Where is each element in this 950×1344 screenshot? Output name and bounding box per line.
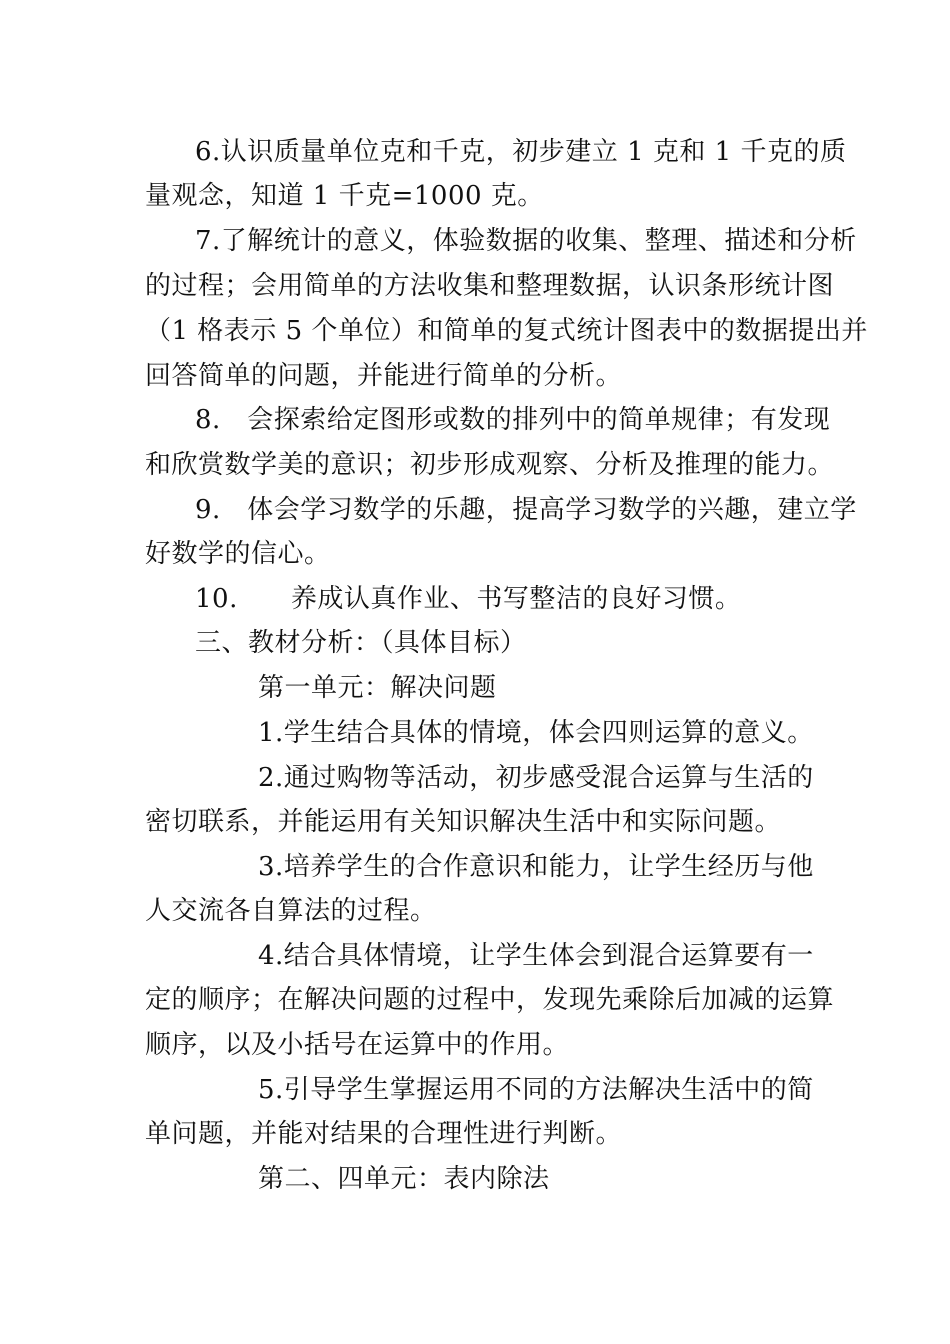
item-7-line-4: 回答简单的问题，并能进行简单的分析。 xyxy=(145,361,623,391)
unit-1-heading: 第一单元：解决问题 xyxy=(258,673,497,703)
item-6-line-1: 6.认识质量单位克和千克，初步建立 1 克和 1 千克的质 xyxy=(195,137,847,167)
unit-2-4-heading: 第二、四单元：表内除法 xyxy=(258,1164,550,1194)
unit-1-goal-2-line-1: 2.通过购物等活动，初步感受混合运算与生活的 xyxy=(258,763,814,793)
unit-1-goal-1-line-1: 1.学生结合具体的情境，体会四则运算的意义。 xyxy=(258,718,814,748)
item-7-line-1: 7.了解统计的意义，体验数据的收集、整理、描述和分析 xyxy=(195,226,857,256)
unit-1-goal-4-line-3: 顺序，以及小括号在运算中的作用。 xyxy=(145,1030,570,1060)
unit-1-goal-3-line-2: 人交流各自算法的过程。 xyxy=(145,896,437,926)
unit-1-goal-5-line-2: 单问题，并能对结果的合理性进行判断。 xyxy=(145,1119,623,1149)
item-8-line-1: 8. 会探索给定图形或数的排列中的简单规律；有发现 xyxy=(195,405,831,435)
section-heading: 三、教材分析：（具体目标） xyxy=(195,628,527,658)
unit-1-goal-3-line-1: 3.培养学生的合作意识和能力，让学生经历与他 xyxy=(258,852,814,882)
item-8-line-2: 和欣赏数学美的意识；初步形成观察、分析及推理的能力。 xyxy=(145,450,835,480)
item-7-line-3: （1 格表示 5 个单位）和简单的复式统计图表中的数据提出并 xyxy=(145,316,868,346)
unit-1-goal-5-line-1: 5.引导学生掌握运用不同的方法解决生活中的简 xyxy=(258,1075,814,1105)
item-10-line-1: 10. 养成认真作业、书写整洁的良好习惯。 xyxy=(195,584,742,614)
unit-1-goal-4-line-2: 定的顺序；在解决问题的过程中，发现先乘除后加减的运算 xyxy=(145,985,835,1015)
unit-1-goal-4-line-1: 4.结合具体情境，让学生体会到混合运算要有一 xyxy=(258,941,814,971)
item-6-line-2: 量观念，知道 1 千克=1000 克。 xyxy=(145,181,544,211)
unit-1-goal-2-line-2: 密切联系，并能运用有关知识解决生活中和实际问题。 xyxy=(145,807,782,837)
item-9-line-2: 好数学的信心。 xyxy=(145,539,331,569)
item-9-line-1: 9. 体会学习数学的乐趣，提高学习数学的兴趣，建立学 xyxy=(195,495,857,525)
item-7-line-2: 的过程；会用简单的方法收集和整理数据，认识条形统计图 xyxy=(145,271,835,301)
